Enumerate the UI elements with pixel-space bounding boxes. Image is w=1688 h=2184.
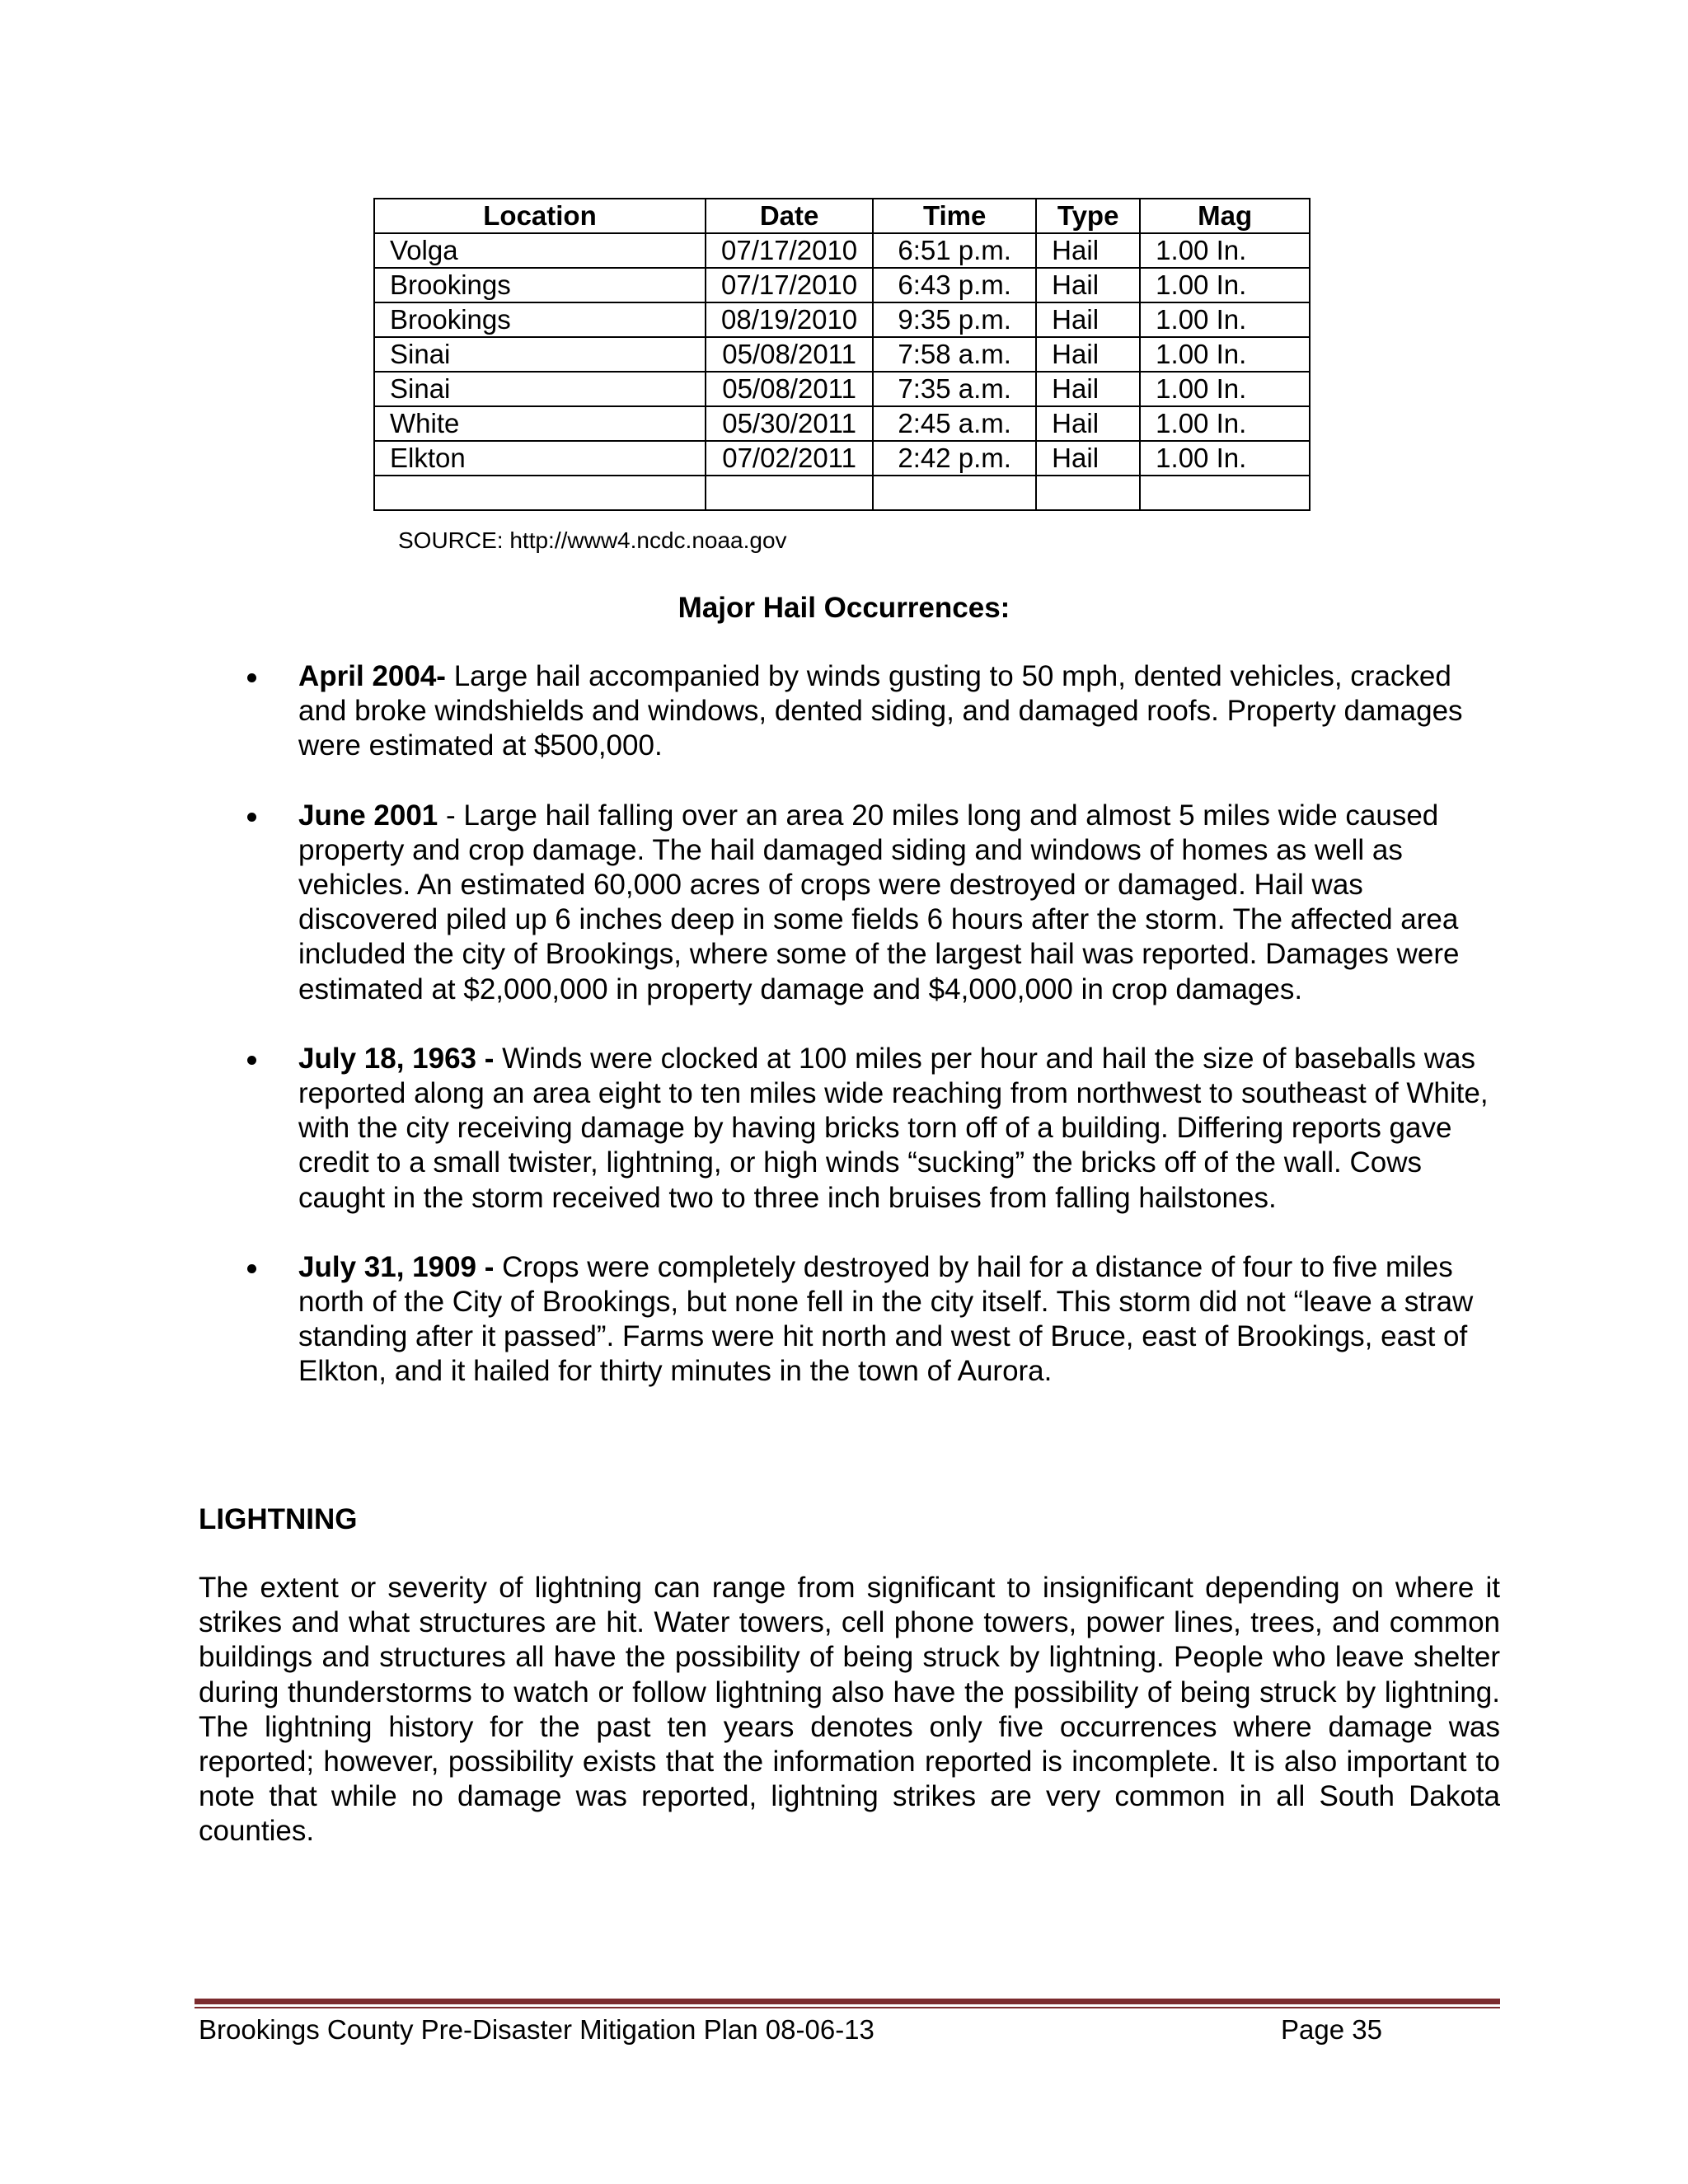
cell-time (873, 476, 1036, 510)
cell-time: 6:43 p.m. (873, 268, 1036, 302)
cell-date: 05/08/2011 (706, 372, 873, 406)
table-header-row (374, 199, 1310, 233)
cell-type: Hail (1036, 372, 1140, 406)
cell-mag (1140, 476, 1310, 510)
major-hail-heading: Major Hail Occurrences: (678, 592, 1010, 624)
header-date: Date (706, 199, 873, 233)
bullet-icon (247, 813, 256, 822)
header-mag: Mag (1140, 199, 1310, 233)
cell-location: Elkton (374, 441, 706, 476)
cell-mag: 1.00 In. (1140, 302, 1310, 337)
lightning-paragraph: The extent or severity of lightning can range from significant to insignificant depending on where it strikes and what structures are hit. Water towers, cell phone towers, power lines, trees, and common buildings and structures all have the possibility of being struck by lightning. People who leave shelter during thunderstorms to watch or follow lightning also have the possibility of being struck by lightning. The lightning history for the past ten years denotes only five occurrences where damage was reported; however, possibility exists that the information reported is incomplete. It is also important to note that while no damage was reported, lightning strikes are very common in all South Dakota counties. (199, 1572, 1500, 1848)
table-row (374, 233, 1310, 268)
cell-time: 2:45 a.m. (873, 406, 1036, 441)
cell-location: Brookings (374, 268, 706, 302)
cell-location: White (374, 406, 706, 441)
cell-mag: 1.00 In. (1140, 337, 1310, 372)
occurrence-text: Large hail accompanied by winds gusting to 50 mph, dented vehicles, cracked and broke windshields and windows, dented siding, and damaged roofs. Property damages were estimated at $500,000. (298, 660, 1463, 762)
cell-time: 7:35 a.m. (873, 372, 1036, 406)
occurrence-date: July 18, 1963 - (298, 1042, 495, 1075)
list-item (247, 659, 1500, 764)
table-row (374, 337, 1310, 372)
header-location: Location (374, 199, 706, 233)
cell-mag: 1.00 In. (1140, 406, 1310, 441)
footer-rule-thin (195, 2007, 1500, 2008)
bullet-icon (247, 1056, 256, 1065)
cell-time: 2:42 p.m. (873, 441, 1036, 476)
occurrence-date: April 2004- (298, 660, 446, 692)
occurrence-text: - Large hail falling over an area 20 miles long and almost 5 miles wide caused property and crop damage. The hail damaged siding and windows of homes as well as vehicles. An estimated 60,000 acres of crops were destroyed or damaged. Hail was discovered piled up 6 inches deep in some fields 6 hours after the storm. The affected area included the city of Brookings, where some of the largest hail was reported. Damages were estimated at $2,000,000 in property damage and $4,000,000 in crop damages. (298, 799, 1460, 1005)
list-item (247, 1042, 1500, 1216)
cell-location (374, 476, 706, 510)
cell-location: Sinai (374, 337, 706, 372)
footer-document-title: Brookings County Pre-Disaster Mitigation Plan 08-06-13 (199, 2014, 874, 2045)
header-time: Time (873, 199, 1036, 233)
occurrence-text: Crops were completely destroyed by hail for a distance of four to five miles north of the City of Brookings, but none fell in the city itself. This storm did not “leave a straw standing after it passed”. Farms were hit north and west of Bruce, east of Brookings, east of Elkton, and it hailed for thirty minutes in the town of Aurora. (298, 1250, 1474, 1388)
cell-type: Hail (1036, 441, 1140, 476)
lightning-heading: LIGHTNING (199, 1503, 358, 1535)
cell-type: Hail (1036, 302, 1140, 337)
cell-location: Volga (374, 233, 706, 268)
cell-date: 07/17/2010 (706, 268, 873, 302)
cell-time: 7:58 a.m. (873, 337, 1036, 372)
table-row (374, 268, 1310, 302)
table-row (374, 406, 1310, 441)
footer-page-number: Page 35 (1281, 2014, 1382, 2045)
table-row (374, 441, 1310, 476)
cell-date: 05/08/2011 (706, 337, 873, 372)
header-type: Type (1036, 199, 1140, 233)
cell-time: 6:51 p.m. (873, 233, 1036, 268)
cell-date: 07/02/2011 (706, 441, 873, 476)
table-row (374, 302, 1310, 337)
cell-type: Hail (1036, 337, 1140, 372)
list-item (247, 1250, 1500, 1390)
table-row-empty (374, 476, 1310, 510)
cell-type: Hail (1036, 233, 1140, 268)
cell-date (706, 476, 873, 510)
cell-location: Sinai (374, 372, 706, 406)
cell-mag: 1.00 In. (1140, 372, 1310, 406)
cell-type (1036, 476, 1140, 510)
cell-mag: 1.00 In. (1140, 268, 1310, 302)
table-row (374, 372, 1310, 406)
bullet-icon (247, 1264, 256, 1273)
occurrence-date: June 2001 (298, 799, 438, 832)
list-item (247, 799, 1500, 1007)
table-source-note: SOURCE: http://www4.ncdc.noaa.gov (398, 527, 787, 553)
bullet-icon (247, 673, 256, 682)
cell-date: 05/30/2011 (706, 406, 873, 441)
hail-occurrences-list (247, 659, 1500, 1424)
footer-rule (195, 1999, 1500, 2004)
cell-location: Brookings (374, 302, 706, 337)
cell-mag: 1.00 In. (1140, 441, 1310, 476)
cell-mag: 1.00 In. (1140, 233, 1310, 268)
occurrence-text: Winds were clocked at 100 miles per hour and hail the size of baseballs was reported along an area eight to ten miles wide reaching from northwest to southeast of White, with the city receiving damage by having bricks torn off of a building. Differing reports gave credit to a small twister, lightning, or high winds “sucking” the bricks off of the wall. Cows caught in the storm received two to three inch bruises from falling hailstones. (298, 1042, 1489, 1214)
occurrence-date: July 31, 1909 - (298, 1250, 495, 1283)
cell-type: Hail (1036, 268, 1140, 302)
cell-date: 07/17/2010 (706, 233, 873, 268)
cell-time: 9:35 p.m. (873, 302, 1036, 337)
hail-events-table (373, 198, 1311, 511)
cell-type: Hail (1036, 406, 1140, 441)
cell-date: 08/19/2010 (706, 302, 873, 337)
